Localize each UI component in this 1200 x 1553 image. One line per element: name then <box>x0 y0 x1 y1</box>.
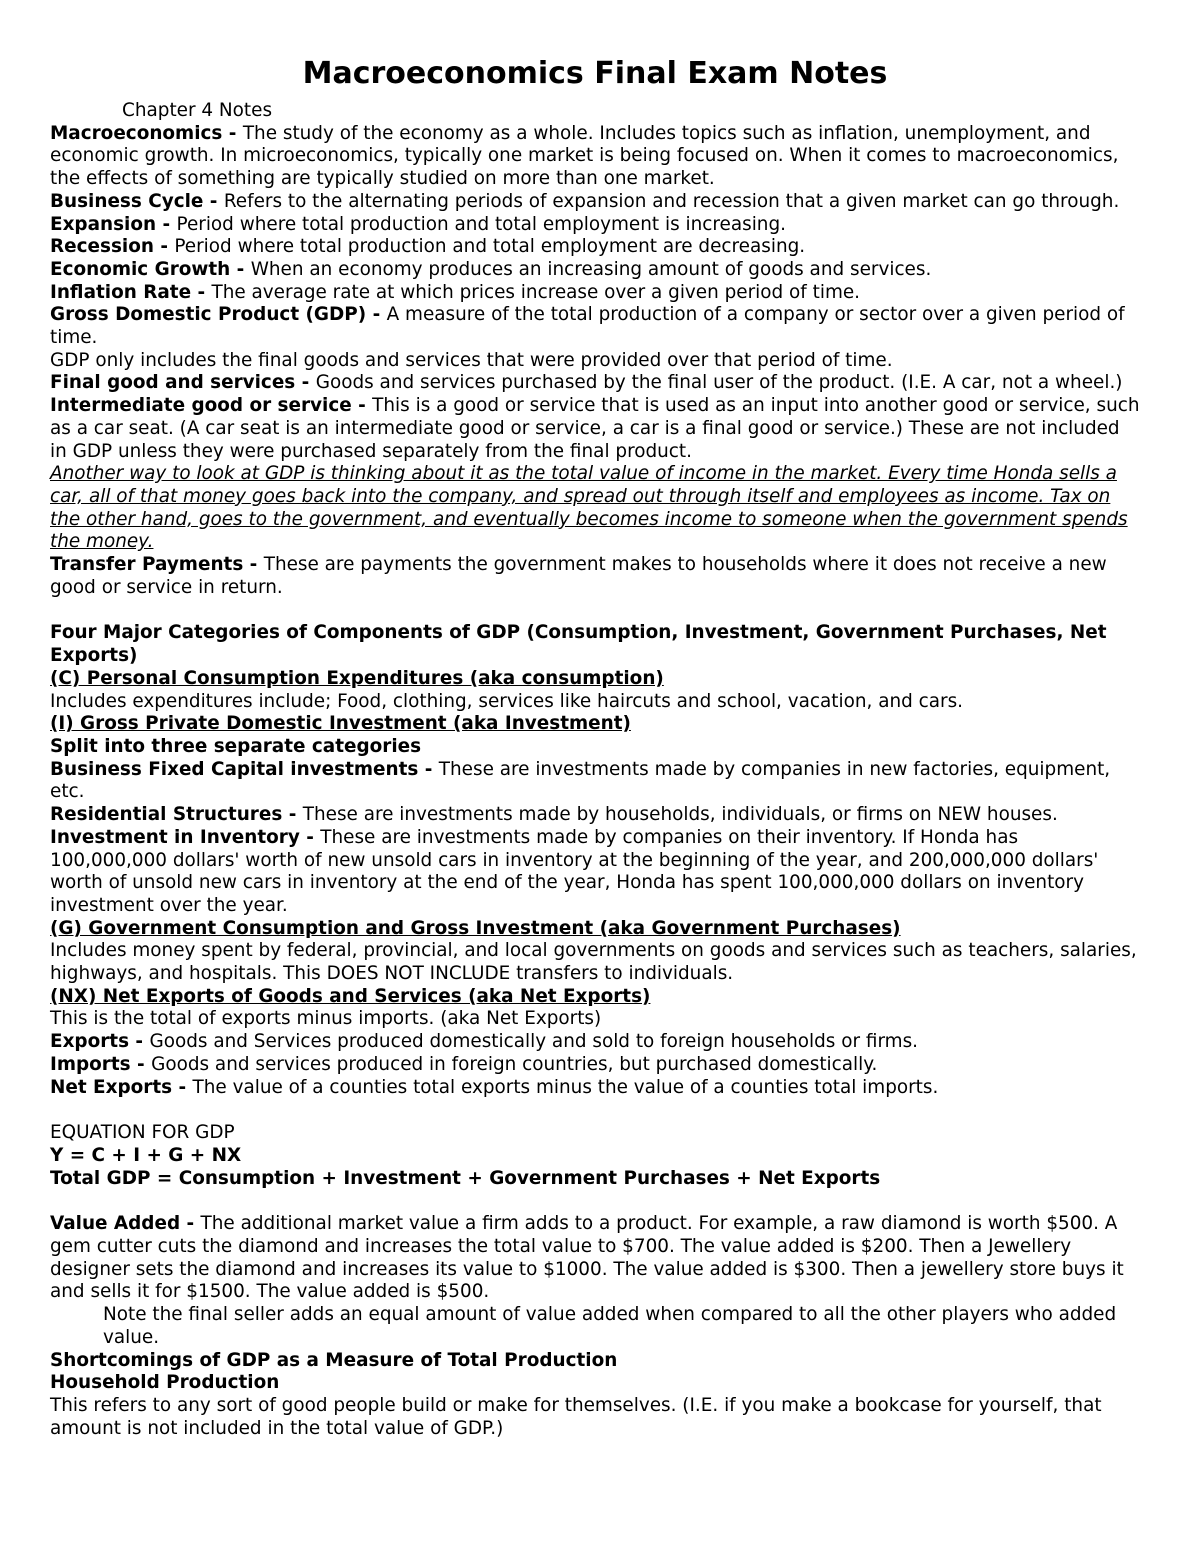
definition-business-cycle <box>50 191 1140 214</box>
government-text: Includes money spent by federal, provincial, and local governments on goods and services such as teachers, salaries, highways, and hospitals. This DOES NOT INCLUDE transfers to individuals. <box>50 940 1137 985</box>
definition-expansion <box>50 214 1140 237</box>
term: Intermediate good or service - <box>50 395 373 417</box>
definition-text: When an economy produces an increasing amount of goods and services. <box>250 258 932 280</box>
term: Net Exports - <box>50 1076 193 1098</box>
investment-heading <box>50 713 1140 736</box>
term: Exports - <box>50 1031 150 1053</box>
definition-text: This is a good or service that is used as an input into another good or service, such as a car seat. (A car seat is an intermediate good or service, a car is a final good or service.) These are not included in GDP unless they were purchased separately from the final product. <box>50 395 1140 462</box>
spacer <box>50 1190 1140 1213</box>
definition-final-goods <box>50 372 1140 395</box>
definition-gdp <box>50 304 1140 349</box>
term: Transfer Payments - <box>50 554 264 576</box>
heading-text: Shortcomings of GDP as a Measure of Total Production <box>50 1349 618 1371</box>
term: Value Added - <box>50 1213 201 1235</box>
term: Business Fixed Capital investments - <box>50 758 439 780</box>
definition-text: These are investments made by companies in new factories, equipment, etc. <box>50 758 1111 803</box>
definition-transfer-payments <box>50 554 1140 599</box>
term: Final good and services - <box>50 372 316 394</box>
definition-value-added <box>50 1213 1140 1304</box>
equation-heading: EQUATION FOR GDP <box>50 1122 235 1144</box>
spacer <box>50 1099 1140 1122</box>
consumption-heading <box>50 668 1140 691</box>
heading-text: (C) Personal Consumption Expenditures (aka consumption) <box>50 667 664 689</box>
heading-text: Household Production <box>50 1372 280 1394</box>
definition-text: These are investments made by households, individuals, or firms on NEW houses. <box>302 804 1058 826</box>
term: Imports - <box>50 1053 152 1075</box>
equation-words <box>50 1168 1140 1191</box>
net-exports-text: This is the total of exports minus imports. (aka Net Exports) <box>50 1008 602 1030</box>
definition-text: Period where total production and total employment is increasing. <box>176 213 786 235</box>
definition-exports <box>50 1031 1140 1054</box>
definition-text: A measure of the total production of a company or sector over a given period of time. <box>50 304 1125 349</box>
term: Expansion - <box>50 213 177 235</box>
heading-text: (G) Government Consumption and Gross Investment (aka Government Purchases) <box>50 917 901 939</box>
definition-net-exports <box>50 1077 1140 1100</box>
term: Residential Structures - <box>50 804 303 826</box>
definition-text: Goods and Services produced domestically and sold to foreign households or firms. <box>149 1031 919 1053</box>
definition-intermediate-goods <box>50 395 1140 463</box>
term: Inflation Rate - <box>50 281 212 303</box>
heading-text: (I) Gross Private Domestic Investment (aka Investment) <box>50 713 631 735</box>
heading-text: Four Major Categories of Components of GDP (Consumption, Investment, Government Purchases, Net Exports) <box>50 622 1107 667</box>
term: Investment in Inventory - <box>50 826 321 848</box>
document-title: Macroeconomics Final Exam Notes <box>302 56 888 91</box>
investment-split <box>50 736 1140 759</box>
definition-imports <box>50 1054 1140 1077</box>
term: Gross Domestic Product (GDP) - <box>50 304 387 326</box>
definition-text: The additional market value a firm adds to a product. For example, a raw diamond is worth $500. A gem cutter cuts the diamond and increases the total value to $700. The value added is $200. Then a Jewellery designer sets the diamond and increases its value to $1000. The value added is $300. Then a jewellery store buys it and sells it for $1500. The value added is $500. <box>50 1213 1124 1303</box>
net-exports-heading <box>50 986 1140 1009</box>
term: Macroeconomics - <box>50 122 243 144</box>
chapter-label: Chapter 4 Notes <box>122 100 273 121</box>
definition-text: These are payments the government makes to households where it does not receive a new good or service in return. <box>50 554 1107 598</box>
spacer <box>50 599 1140 622</box>
definition-text: Period where total production and total employment are decreasing. <box>174 236 806 258</box>
equation-formula <box>50 1145 1140 1168</box>
definition-residential-structures <box>50 804 1140 827</box>
definition-macroeconomics <box>50 123 1140 191</box>
definition-text: The study of the economy as a whole. Includes topics such as inflation, unemployment, and economic growth. In microeconomics, typically one market is being focused on. When it comes to macroeconomics, the effects of something are typically studied on more than one market. <box>50 122 1119 190</box>
term: Recession - <box>50 236 175 258</box>
government-heading <box>50 918 1140 941</box>
formula-text: Y = C + I + G + NX <box>50 1144 242 1166</box>
components-heading <box>50 622 1140 667</box>
household-production-text: This refers to any sort of good people build or make for themselves. (I.E. if you make a bookcase for yourself, that amount is not included in the total value of GDP.) <box>50 1394 1102 1439</box>
term: Business Cycle - <box>50 190 224 212</box>
formula-text: Total GDP = Consumption + Investment + Government Purchases + Net Exports <box>50 1167 881 1189</box>
definition-text: Goods and services purchased by the final user of the product. (I.E. A car, not a wheel.) <box>315 372 1123 394</box>
shortcomings-heading <box>50 1350 1140 1373</box>
income-note: Another way to look at GDP is thinking about it as the total value of income in the market. Every time Honda sells a car, all of that money goes back into the company, and spread out through itself and employees as income. Tax on the other hand, goes to the government, and eventually becomes income to someone when the government spends the money. <box>50 463 1128 553</box>
definition-text: Refers to the alternating periods of expansion and recession that a given market can go through. <box>223 190 1120 212</box>
term: Economic Growth - <box>50 258 251 280</box>
heading-text: Split into three separate categories <box>50 735 422 757</box>
definition-business-fixed-capital <box>50 759 1140 804</box>
definition-text: The average rate at which prices increase over a given period of time. <box>211 281 861 303</box>
definition-inventory-investment <box>50 827 1140 918</box>
definition-text: These are investments made by companies on their inventory. If Honda has 100,000,000 dollars' worth of new unsold cars in inventory at the beginning of the year, and 200,000,000 dollars' worth of unsold new cars in inventory at the end of the year, Honda has spent 100,000,000 dollars on inventory investment over the year. <box>50 826 1099 916</box>
heading-text: (NX) Net Exports of Goods and Services (aka Net Exports) <box>50 985 651 1007</box>
household-production-heading <box>50 1372 1140 1395</box>
consumption-text: Includes expenditures include; Food, clothing, services like haircuts and school, vacation, and cars. <box>50 690 964 712</box>
definition-text: Goods and services produced in foreign countries, but purchased domestically. <box>151 1053 878 1075</box>
definition-inflation-rate <box>50 282 1140 305</box>
definition-recession <box>50 236 1140 259</box>
value-added-note: Note the final seller adds an equal amount of value added when compared to all the other players who added value. <box>103 1304 1117 1348</box>
definition-text: The value of a counties total exports minus the value of a counties total imports. <box>192 1076 939 1098</box>
definition-economic-growth <box>50 259 1140 282</box>
gdp-note: GDP only includes the final goods and services that were provided over that period of time. <box>50 349 893 371</box>
